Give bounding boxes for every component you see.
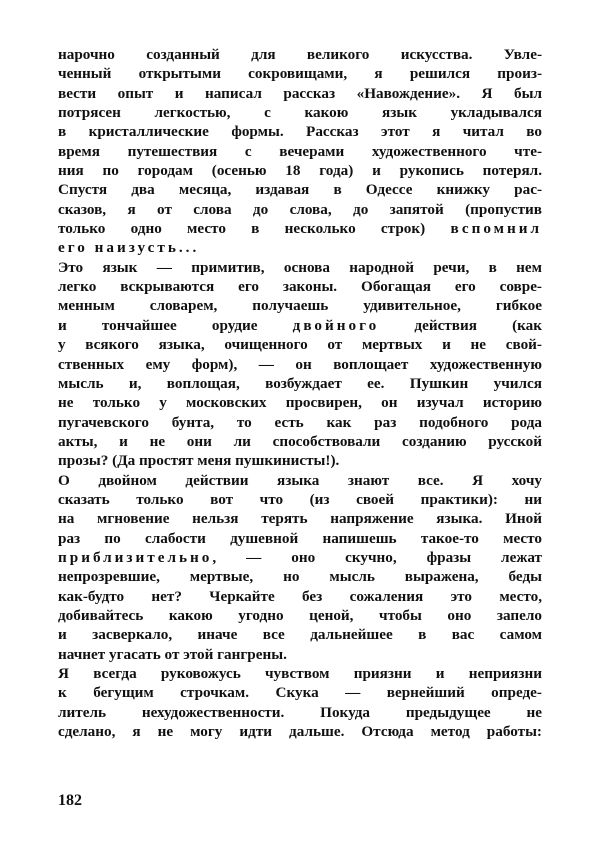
text-line: сделано, я не могу идти дальше. Отсюда метод работы: [58, 723, 542, 741]
text-line [58, 316, 542, 335]
spaced-emphasis: двойного [292, 316, 380, 334]
text-line: нарочно созданный для великого искусства. Увле- [58, 46, 542, 63]
text-line: ченный открытыми сокровищами, я решился произ- [58, 65, 542, 83]
text-line: начнет угасать от этой гангрены. [58, 645, 287, 663]
text-line: литель нехудожественности. Покуда предыдущее не [58, 703, 542, 721]
text-line: у всякого языка, очищенного от мертвых и не свой- [58, 336, 542, 354]
text-line: мысль и, воплощая, возбуждает ее. Пушкин учился [58, 374, 542, 392]
text-line: раз по слабости душевной напишешь такое-то место [58, 529, 542, 547]
text-segment: действия (как [379, 316, 543, 334]
text-line: Спустя два месяца, издавая в Одессе книжку рас- [58, 181, 542, 199]
text-line: Это язык — примитив, основа народной речи, в нем [58, 258, 542, 276]
text-line: сказать только вот что (из своей практики): ни [58, 490, 542, 508]
text-segment: только одно место в несколько строк) [58, 220, 451, 238]
text-line: непрозревшие, мертвые, но мысль выражена, беды [58, 568, 542, 586]
text-line: ственных ему форм), — он воплощает художественную [58, 355, 542, 373]
text-line: Я всегда руковожусь чувством приязни и неприязни [58, 665, 542, 682]
text-line: вести опыт и написал рассказ «Навождение». Я был [58, 84, 542, 102]
text-line: прозы? (Да простят меня пушкинисты!). [58, 452, 340, 470]
text-line: сказов, я от слова до слова, до запятой (пропустив [58, 200, 542, 218]
spaced-emphasis: его наизусть... [58, 239, 200, 257]
page-number: 182 [58, 792, 82, 809]
text-line: и засверкало, иначе все дальнейшее в вас самом [58, 626, 542, 644]
text-line: к бегущим строчкам. Скука — вернейший опреде- [58, 684, 542, 702]
text-line: пугачевского бунта, то есть как раз подобного рода [58, 413, 542, 431]
text-line: в кристаллические формы. Рассказ этот я читал во [58, 123, 542, 141]
text-segment: , — оно скучно, фразы лежат [212, 548, 542, 566]
text-segment: и тончайшее орудие [58, 316, 293, 334]
body-text [58, 45, 542, 741]
text-line: как-будто нет? Черкайте без сожаления это место, [58, 587, 542, 605]
text-line: легко вскрываются его законы. Обогащая его совре- [58, 278, 542, 296]
text-line: ния по городам (осенью 18 года) и рукопись потерял. [58, 162, 542, 180]
text-line: менным словарем, получаешь удивительное, гибкое [58, 297, 542, 315]
text-line: добивайтесь какою угодно ценой, чтобы оно запело [58, 606, 542, 624]
spaced-emphasis: вспомнил [450, 220, 542, 238]
text-line: на мгновение нельзя терять напряжение языка. Иной [58, 510, 542, 528]
text-line [58, 548, 542, 567]
text-line: потрясен легкостью, с какою язык укладывался [58, 104, 542, 122]
text-line: О двойном действии языка знают все. Я хочу [58, 471, 542, 489]
text-line [58, 219, 542, 238]
spaced-emphasis: приблизительно [58, 548, 213, 566]
text-line: время путешествия с вечерами художественного чте- [58, 142, 542, 160]
text-line [58, 238, 542, 257]
text-line: не только у московских просвирен, он изучал историю [58, 394, 542, 412]
text-line: акты, и не они ли способствовали созданию русской [58, 432, 542, 450]
